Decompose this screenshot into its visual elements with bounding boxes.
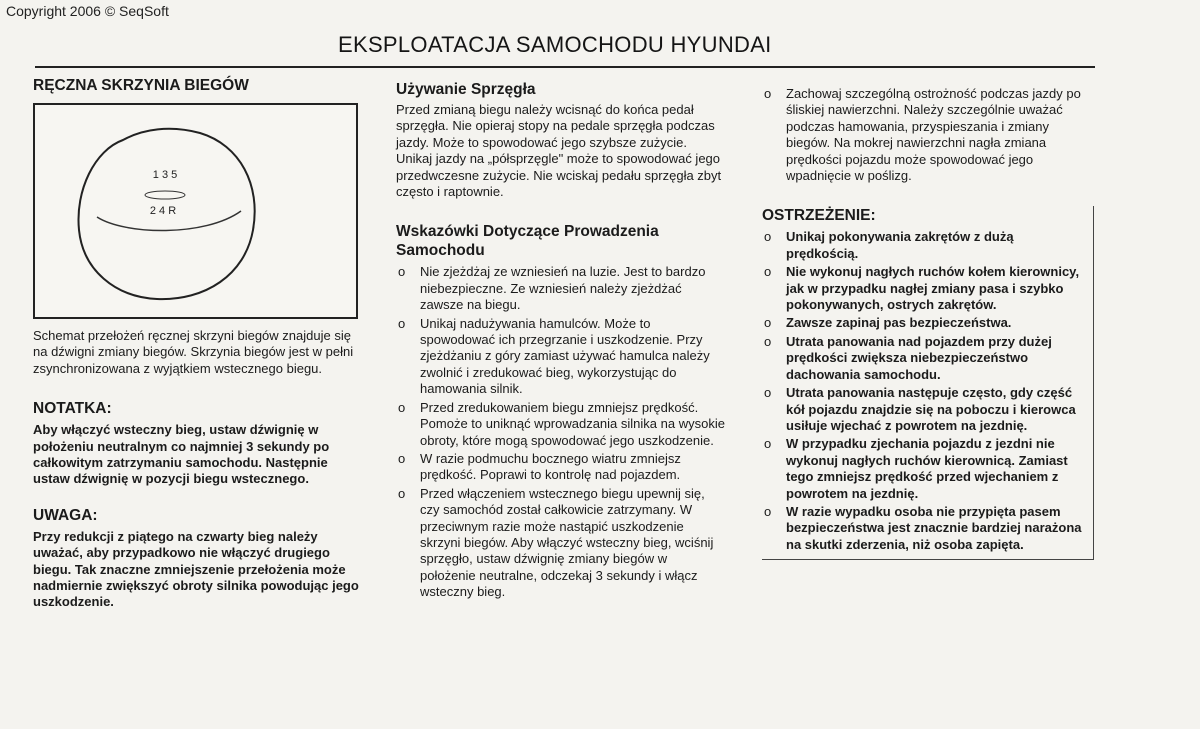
warning-list xyxy=(762,229,1085,553)
caution-section xyxy=(33,506,360,611)
list-item xyxy=(396,451,726,484)
list-item-text: Unikaj nadużywania hamulców. Może to spowodować ich przegrzanie i uszkodzenie. Przy zjeżdżaniu z góry zamiast używać hamulca należy zwolnić i zredukować bieg, wykorzystując do hamowania silnik. xyxy=(420,315,710,397)
bullet-icon: o xyxy=(764,264,772,280)
list-item xyxy=(762,229,1085,262)
bullet-icon: o xyxy=(398,315,406,331)
list-item xyxy=(396,316,726,398)
bullet-icon: o xyxy=(764,436,772,452)
driving-tips-list xyxy=(396,264,726,600)
slippery-road-list xyxy=(762,86,1094,184)
gear-knob-illustration xyxy=(35,105,356,317)
warning-box xyxy=(762,206,1094,560)
list-item xyxy=(762,264,1085,313)
caution-title: UWAGA: xyxy=(33,506,98,524)
list-item xyxy=(396,486,726,601)
gear-row-top: 1 3 5 xyxy=(152,169,178,181)
column-right xyxy=(762,76,1094,560)
list-item xyxy=(396,400,726,449)
bullet-icon: o xyxy=(398,485,406,501)
list-item xyxy=(396,264,726,313)
caution-text: Przy redukcji z piątego na czwarty bieg należy uważać, aby przypadkowo nie włączyć drugiego biegu. Tak znaczne zmniejszenie przełożenia może nadmiernie zwiększyć obroty silnika powodując jego uszkodzenie. xyxy=(33,528,359,610)
list-item-text: Utrata panowania następuje często, gdy część kół pojazdu znajdzie się na poboczu i kierowca usiłuje wjechać z powrotem na jezdnię. xyxy=(786,385,1076,433)
list-item-text: Nie zjeżdżaj ze wzniesień na luzie. Jest to bardzo niebezpieczne. Ze wzniesień należy zjeżdżać zawsze na biegu. xyxy=(420,264,706,313)
list-item xyxy=(762,86,1094,184)
list-item-text: W razie wypadku osoba nie przypięta pasem bezpieczeństwa jest znacznie bardziej narażona na skutki zderzenia, niż osoba zapięta. xyxy=(786,503,1082,552)
list-item-text: Przed włączeniem wstecznego biegu upewnij się, czy samochód został całkowicie zatrzymany. W przeciwnym razie może nastąpić uszkodzenie skrzyni biegów. Aby włączyć wsteczny bieg, wciśnij sprzęgło, ustaw dźwignię zmiany biegów w położenie neutralne, odczekaj 3 sekundy i włącz wsteczny bieg. xyxy=(420,485,714,600)
bullet-icon: o xyxy=(398,450,406,466)
warning-section xyxy=(762,206,1094,560)
list-item-text: Nie wykonuj nagłych ruchów kołem kierownicy, jak w przypadku nagłej zmiany pasa i szybko pokonywanych, ostrych zakrętów. xyxy=(786,264,1080,313)
list-item xyxy=(762,436,1085,502)
bullet-icon: o xyxy=(398,264,406,280)
list-item-text: W przypadku zjechania pojazdu z jezdni nie wykonuj nagłych ruchów kierownicą. Zamiast tego zmniejsz prędkość przed wjechaniem z powrotem na jezdnię. xyxy=(786,436,1068,501)
bullet-icon: o xyxy=(764,503,772,519)
copyright-text: Copyright 2006 © SeqSoft xyxy=(6,3,169,19)
bullet-icon: o xyxy=(398,399,406,415)
list-item-text: Zawsze zapinaj pas bezpieczeństwa. xyxy=(786,315,1012,331)
list-item-text: Unikaj pokonywania zakrętów z dużą prędkością. xyxy=(786,229,1014,261)
section-title-driving-tips: Wskazówki Dotyczące Prowadzenia Samochodu xyxy=(396,223,659,260)
list-item-text: Przed zredukowaniem biegu zmniejsz prędkość. Pomoże to uniknąć wprowadzania silnika na wysokie obroty, które mogą spowodować jego uszkodzenie. xyxy=(420,399,725,448)
bullet-icon: o xyxy=(764,229,772,245)
list-item xyxy=(762,334,1085,383)
list-item xyxy=(762,315,1085,331)
gear-row-bottom: 2 4 R xyxy=(149,205,177,217)
note-section xyxy=(33,399,360,488)
list-item-text: Utrata panowania nad pojazdem przy dużej prędkości zwiększa niebezpieczeństwo dachowania samochodu. xyxy=(786,333,1052,382)
note-text: Aby włączyć wsteczny bieg, ustaw dźwignię w położeniu neutralnym co najmniej 3 sekundy po całkowitym zatrzymaniu samochodu. Następnie ustaw dźwignię w pozycji biegu wstecznego. xyxy=(33,422,330,487)
section-title-clutch: Używanie Sprzęgła xyxy=(396,81,536,98)
bullet-icon: o xyxy=(764,86,772,101)
bullet-icon: o xyxy=(764,333,772,349)
list-item xyxy=(762,504,1085,553)
gear-knob-diagram xyxy=(33,103,358,319)
section-title-manual-gearbox: RĘCZNA SKRZYNIA BIEGÓW xyxy=(33,77,249,94)
column-left xyxy=(33,76,360,611)
shift-pattern-slot xyxy=(145,191,185,199)
list-item-text: W razie podmuchu bocznego wiatru zmniejsz prędkość. Poprawi to kontrolę nad pojazdem. xyxy=(420,450,681,483)
diagram-caption: Schemat przełożeń ręcznej skrzyni biegów znajduje się na dźwigni zmiany biegów. Skrzynia biegów jest w pełni zsynchronizowana z wyjątkiem wstecznego biegu. xyxy=(33,328,354,376)
warning-title: OSTRZEŻENIE: xyxy=(762,207,876,225)
list-item xyxy=(762,385,1085,434)
bullet-icon: o xyxy=(764,315,772,331)
list-item-text: Zachowaj szczególną ostrożność podczas jazdy po śliskiej nawierzchni. Należy szczególnie uważać podczas hamowania, przyspieszania i zmiany biegów. Na mokrej nawierzchni nagła zmiana prędkości pojazdu może spowodować jego wpadnięcie w poślizg. xyxy=(786,86,1081,184)
driving-tips-section xyxy=(396,222,726,600)
note-title: NOTATKA: xyxy=(33,400,112,418)
header-divider xyxy=(35,66,1095,68)
clutch-text: Przed zmianą biegu należy wcisnąć do końca pedał sprzęgła. Nie opieraj stopy na pedale sprzęgła podczas jazdy. Może to spowodować jego szybsze zużycie. Unikaj jazdy na „półsprzęgle" może to spowodować jego przedwczesne zużycie. Nie wciskaj pedału sprzęgła zbyt często i raptownie. xyxy=(396,102,722,200)
page-title: EKSPLOATACJA SAMOCHODU HYUNDAI xyxy=(338,32,772,57)
bullet-icon: o xyxy=(764,385,772,401)
column-middle xyxy=(396,76,726,601)
